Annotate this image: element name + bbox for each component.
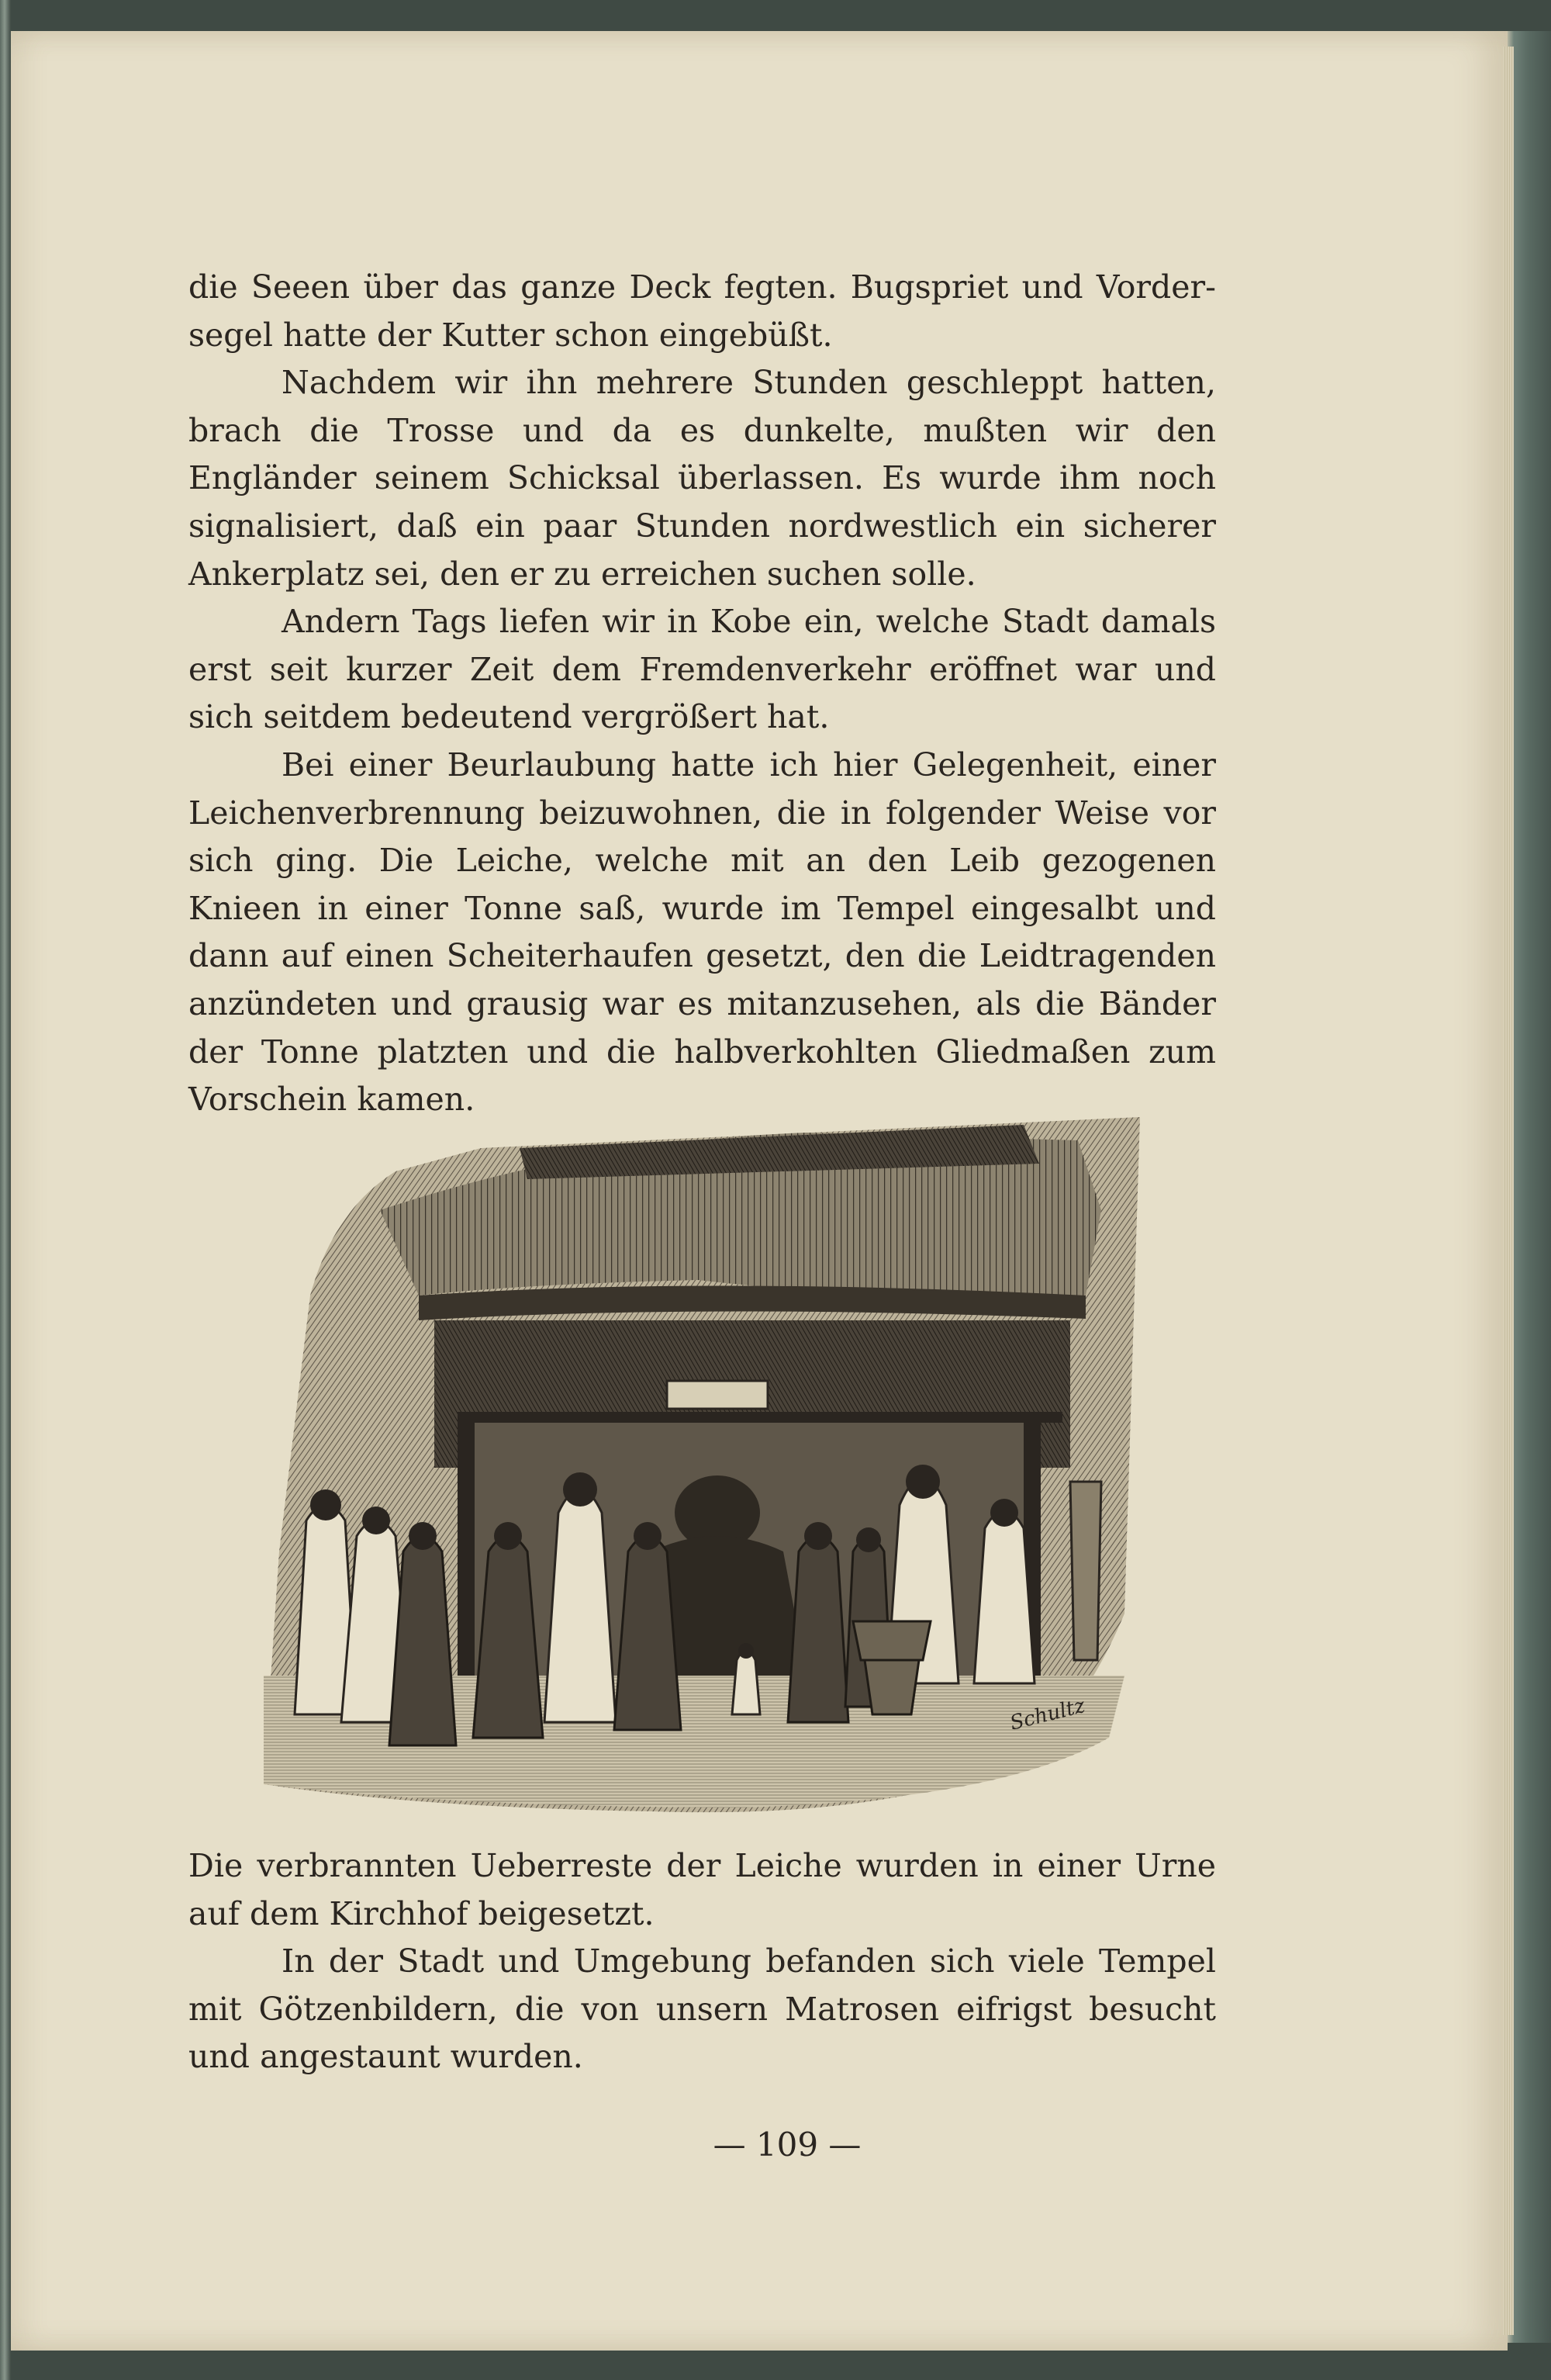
temple-beam [458,1412,1062,1423]
page-number: — 109 — [713,2126,862,2164]
paragraph-4: Bei einer Beurlaubung hatte ich hier Gelegenheit, einer Leichenverbrennung beizuwohnen, die in folgender Weise vor sich ging. Die Leiche, welche mit an den Leib gezogenen Knieen in einer Tonne saß, wurde im Tempel eingesalbt und dann auf einen Scheiterhaufen gesetzt, den die Leidtragenden anzündeten und grausig war es mitanzusehen, als die Bänder der Tonne platzten und die halbverkohlten Gliedmaßen zum Vorschein kamen. [188,745,1216,1119]
paragraph-3: Andern Tags liefen wir in Kobe ein, welche Stadt damals erst seit kurzer Zeit dem Fremdenverkehr eröffnet war und sich seitdem bedeutend vergrößert hat. [188,603,1216,736]
stone-lantern [1070,1482,1101,1660]
paragraph-5: Die verbrannten Ueberreste der Leiche wurden in einer Urne auf dem Kirchhof beigesetzt. [188,1847,1216,1932]
page-edges [1503,47,1514,2335]
temple-column [458,1423,475,1679]
paragraph-6: In der Stadt und Umgebung befanden sich viele Tempel mit Götzenbildern, die von unsern Matrosen eifrigst besucht und angestaunt wurden. [188,1942,1216,2076]
body-text-bottom [188,1842,1216,2081]
artist-signature: Schultz [1007,1693,1088,1735]
paragraph-1: die Seeen über das ganze Deck fegten. Bugspriet und Vorder-segel hatte der Kutter schon eingebüßt. [188,268,1216,354]
paragraph-2: Nachdem wir ihn mehrere Stunden geschleppt hatten, brach die Trosse und da es dunkelte, mußten wir den Engländer seinem Schicksal überlassen. Es wurde ihm noch signalisiert, daß ein paar Stunden nordwestlich ein sicherer Ankerplatz sei, den er zu erreichen suchen solle. [188,364,1216,593]
temple-plaque [667,1381,768,1409]
temple-engraving [264,1117,1148,1819]
temple-illustration [264,1117,1148,1819]
body-text-top [188,264,1216,1124]
